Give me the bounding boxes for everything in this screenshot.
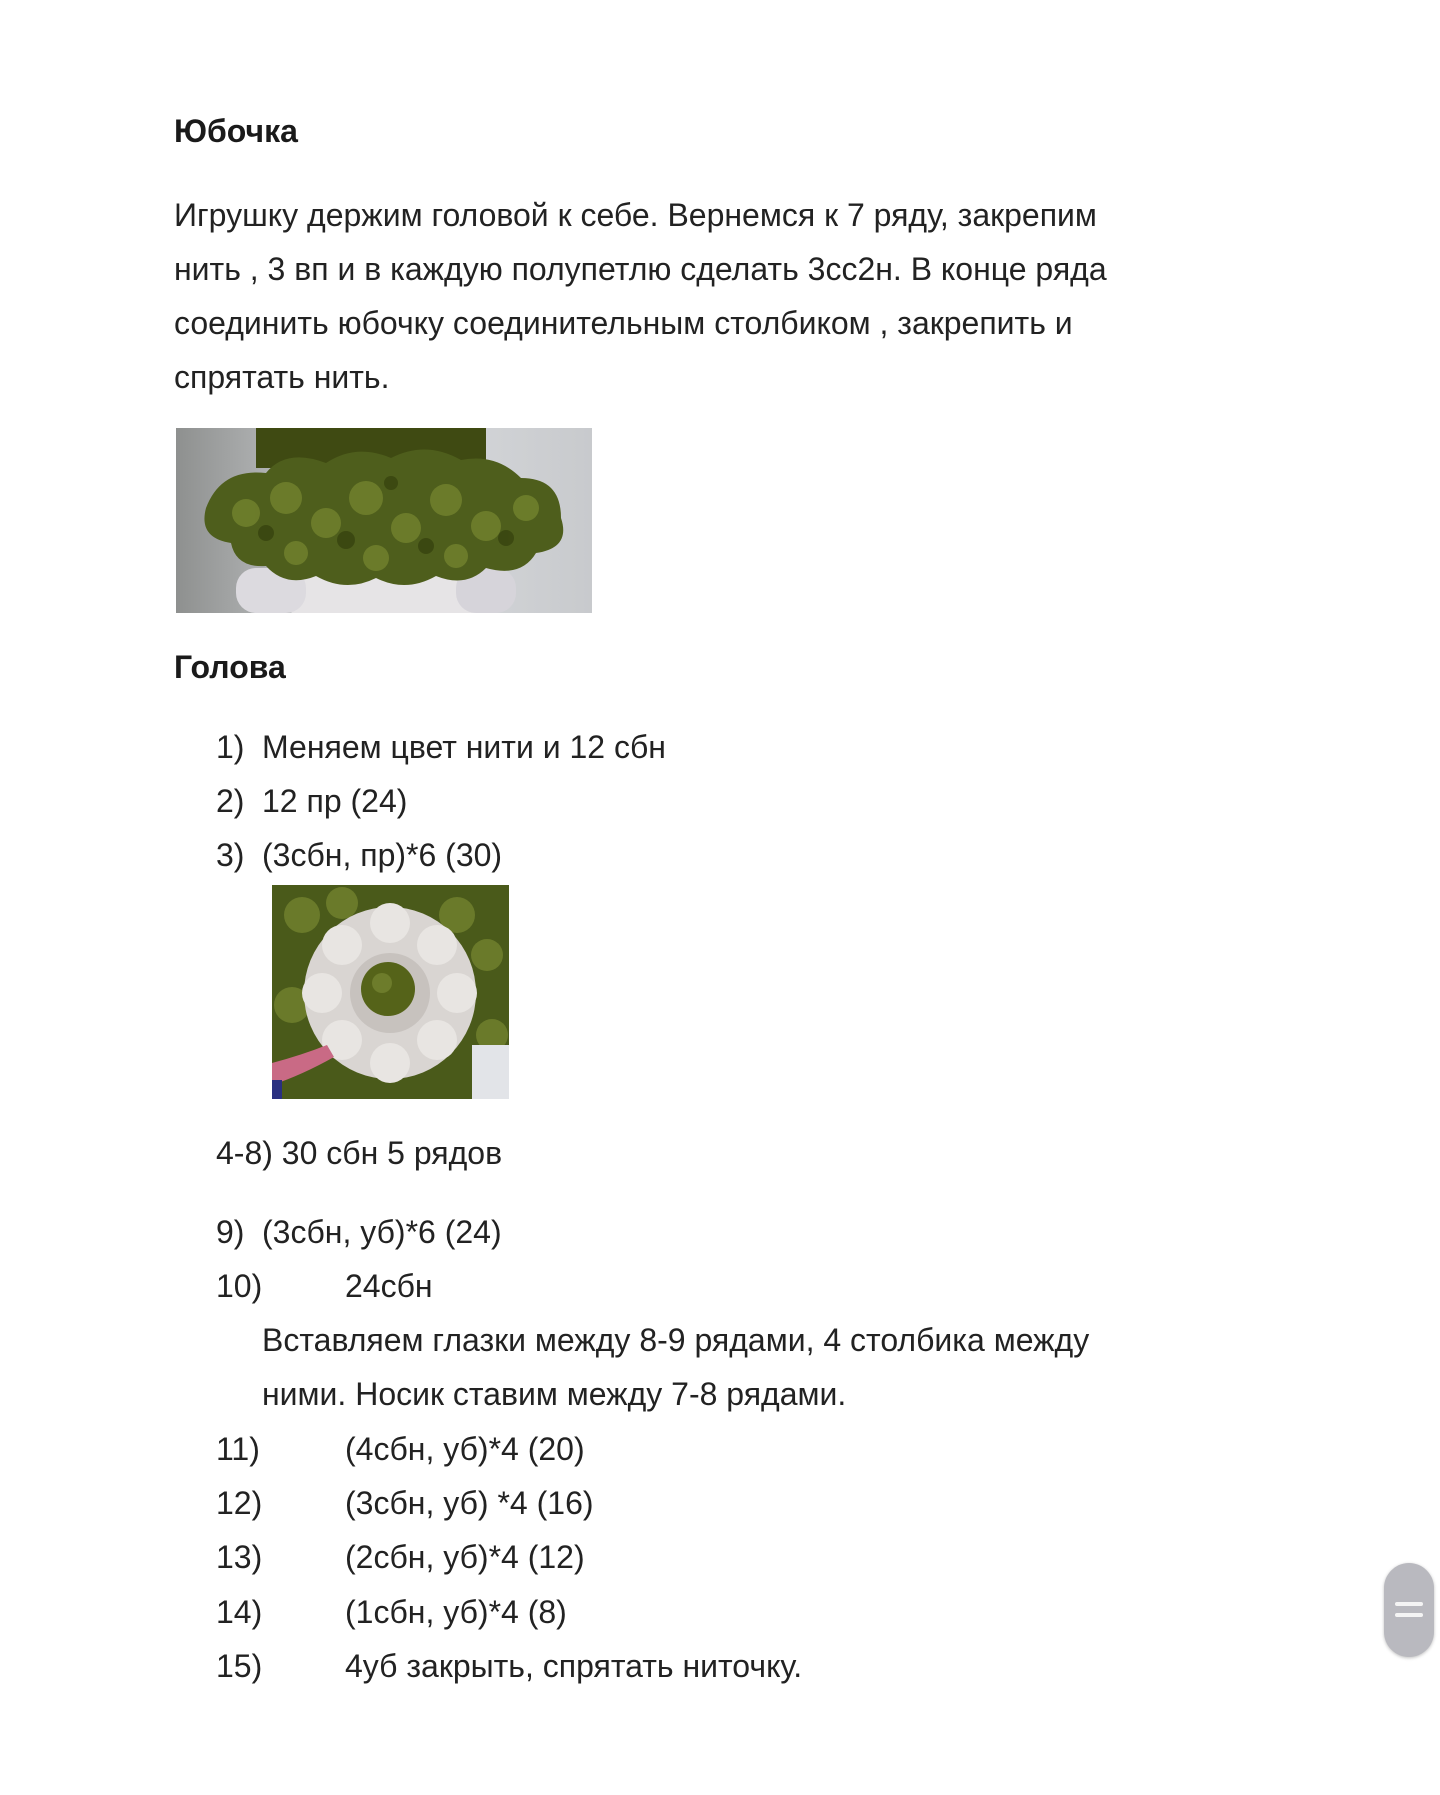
- skirt-line: нить , 3 вп и в каждую полупетлю сделать 3сс2н. В конце ряда: [174, 251, 1107, 287]
- section-heading-head: Голова: [174, 649, 286, 685]
- row-text: 12 пр (24): [262, 783, 408, 819]
- row-text: (1сбн, уб)*4 (8): [345, 1594, 567, 1630]
- row-number: 9): [216, 1214, 245, 1250]
- skirt-line: соединить юбочку соединительным столбиком , закрепить и: [174, 305, 1073, 341]
- row-text: (3сбн, пр)*6 (30): [262, 837, 503, 873]
- row-text: (3сбн, уб) *4 (16): [345, 1485, 594, 1521]
- skirt-line: Игрушку держим головой к себе. Вернемся к 7 ряду, закрепим: [174, 197, 1097, 233]
- row-text: 24сбн: [345, 1268, 433, 1304]
- row-number: 13): [216, 1539, 263, 1575]
- row-number: 12): [216, 1485, 263, 1521]
- head-photo: [272, 885, 509, 1099]
- section-heading-skirt: Юбочка: [174, 113, 298, 149]
- note-line: ними. Носик ставим между 7-8 рядами.: [262, 1376, 847, 1412]
- row-number: 1): [216, 729, 245, 765]
- row-text: (2сбн, уб)*4 (12): [345, 1539, 585, 1575]
- row-text: 4-8) 30 сбн 5 рядов: [216, 1135, 503, 1171]
- row-text: (4сбн, уб)*4 (20): [345, 1431, 585, 1467]
- row-text: 4уб закрыть, спрятать ниточку.: [345, 1648, 803, 1684]
- skirt-instructions: [174, 188, 1254, 404]
- row-text: (3сбн, уб)*6 (24): [262, 1214, 502, 1250]
- scroll-handle[interactable]: [1384, 1563, 1434, 1657]
- grip-line-icon: [1395, 1602, 1423, 1606]
- note-line: Вставляем глазки между 8-9 рядами, 4 столбика между: [262, 1322, 1090, 1358]
- skirt-line: спрятать нить.: [174, 359, 390, 395]
- row-number: 3): [216, 837, 245, 873]
- row-number: 2): [216, 783, 245, 819]
- row-number: 11): [216, 1431, 260, 1467]
- skirt-photo: [176, 428, 592, 613]
- grip-line-icon: [1395, 1613, 1423, 1617]
- row-number: 14): [216, 1594, 263, 1630]
- row-number: 15): [216, 1648, 263, 1684]
- row-number: 10): [216, 1268, 263, 1304]
- row-text: Меняем цвет нити и 12 сбн: [262, 729, 666, 765]
